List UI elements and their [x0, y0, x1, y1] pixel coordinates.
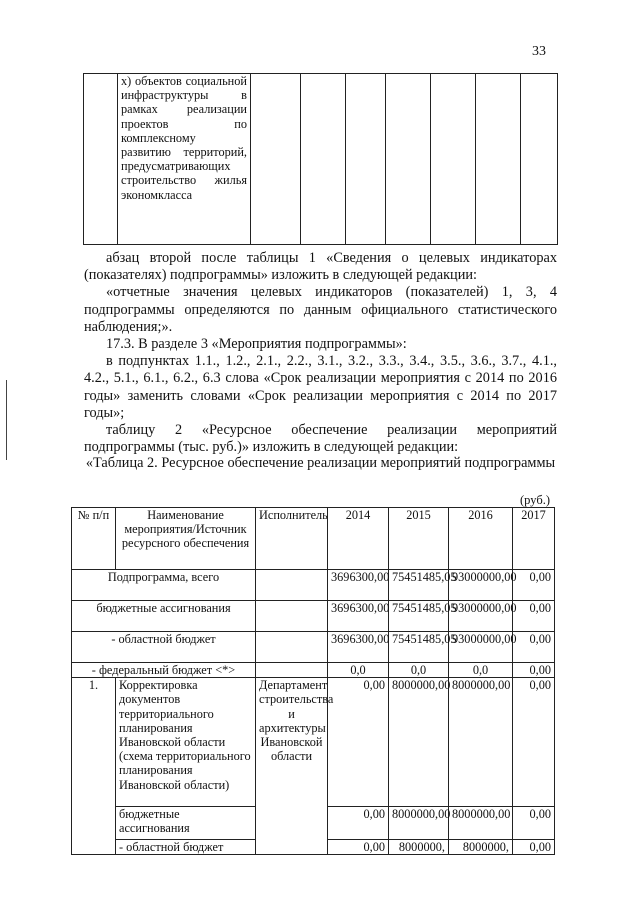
- table-row: - областной бюджет 3696300,00 75451485,05 93000000,00 0,00: [72, 632, 555, 663]
- paragraph: абзац второй после таблицы 1 «Сведения о целевых индикаторах (показателях) подпрограммы» изложить в следующей редакции:: [84, 250, 557, 284]
- unit-label: (руб.): [520, 493, 550, 507]
- cell: [84, 74, 118, 245]
- header-name: Наименование мероприятия/Источник ресурсного обеспечения: [116, 508, 256, 570]
- body-text: [84, 250, 557, 456]
- table-caption: «Таблица 2. Ресурсное обеспечение реализации мероприятий подпрограммы: [85, 455, 556, 471]
- resource-table: [71, 507, 555, 855]
- scan-margin-line: [6, 380, 7, 460]
- item-row: 1. Корректировка документов территориального планирования Ивановской области (схема территориального планирования Ивановской области) Департамент строительства и архитектуры Ивановской области 0,00 8000000,00 8000000,00 0,00: [72, 678, 555, 807]
- paragraph: «отчетные значения целевых индикаторов (показателей) 1, 3, 4 подпрограммы определяются по данным официального статистического наблюдения;».: [84, 284, 557, 335]
- header-row: [72, 508, 555, 570]
- header-year: 2016: [449, 508, 513, 570]
- table-row: - областной бюджет 0,00 8000000, 8000000, 0,00: [72, 840, 555, 855]
- table-row: - федеральный бюджет <*> 0,0 0,0 0,0 0,00: [72, 663, 555, 678]
- header-year: 2017: [513, 508, 555, 570]
- paragraph: таблицу 2 «Ресурсное обеспечение реализации мероприятий подпрограммы (тыс. руб.)» изложить в следующей редакции:: [84, 422, 557, 456]
- paragraph: 17.3. В разделе 3 «Мероприятия подпрограммы»:: [106, 336, 407, 353]
- cell-description: х) объектов социальной инфраструктуры в рамках реализации проектов по комплексному развитию территорий, предусматривающих строительство жилья экономкласса: [118, 74, 251, 245]
- header-executor: Исполнитель: [256, 508, 328, 570]
- table-row: Подпрограмма, всего 3696300,00 75451485,05 93000000,00 0,00: [72, 570, 555, 601]
- table-row: бюджетные ассигнования 0,00 8000000,00 8000000,00 0,00: [72, 807, 555, 840]
- page-number: 33: [532, 44, 546, 59]
- table-row: бюджетные ассигнования 3696300,00 75451485,05 93000000,00 0,00: [72, 601, 555, 632]
- header-year: 2015: [389, 508, 449, 570]
- continued-table: [83, 73, 558, 245]
- paragraph: в подпунктах 1.1., 1.2., 2.1., 2.2., 3.1., 3.2., 3.3., 3.4., 3.5., 3.6., 3.7., 4.1., 4.2., 5.1., 6.1., 6.2., 6.3 слова «Срок реализации мероприятия с 2014 по 2016 годы» заменить словами «Срок реализации мероприятия с 2014 по 2017 годы»;: [84, 353, 557, 421]
- header-year: 2014: [328, 508, 389, 570]
- header-num: № п/п: [72, 508, 116, 570]
